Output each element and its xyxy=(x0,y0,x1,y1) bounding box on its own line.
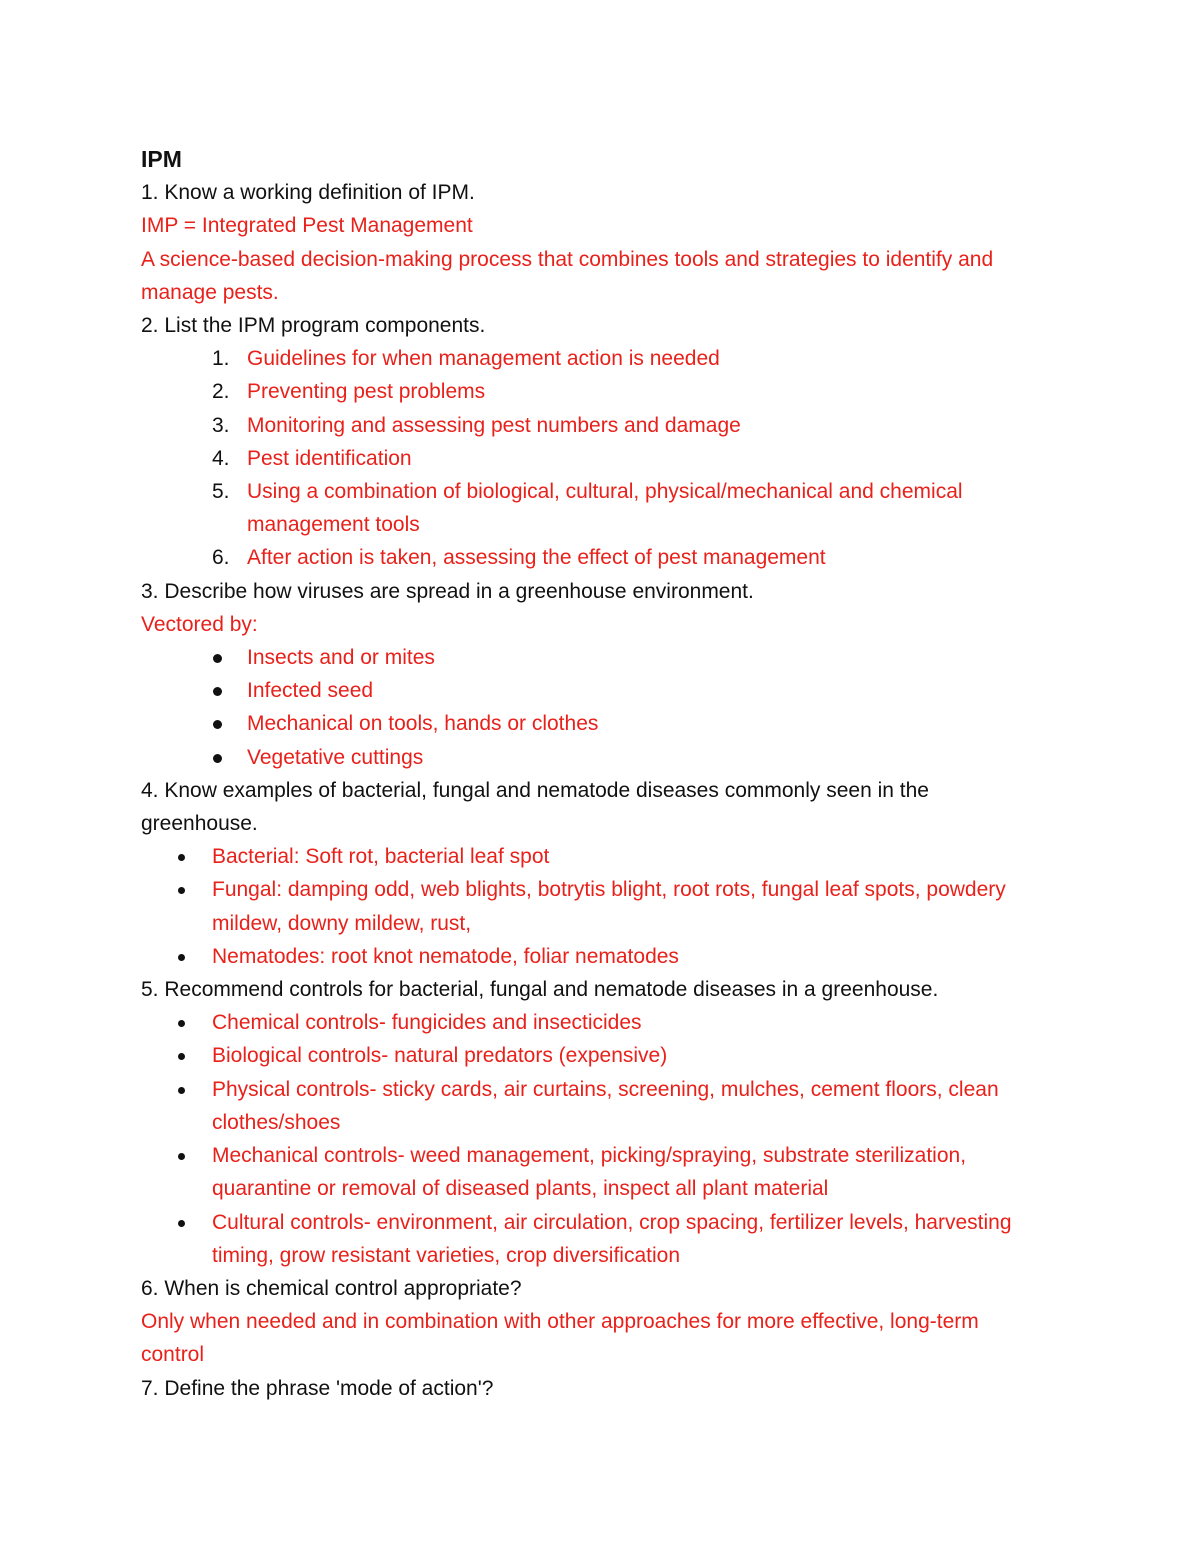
list-item-text-cont: clothes/shoes xyxy=(212,1110,341,1134)
list-item-text-cont: quarantine or removal of diseased plants, inspect all plant material xyxy=(212,1177,829,1201)
answer-1-definition: A science-based decision-making process that combines tools and strategies to identify and xyxy=(141,247,994,271)
list-item-text-cont: mildew, downy mildew, rust, xyxy=(212,911,472,935)
list-number: 3. xyxy=(212,413,230,437)
list-item xyxy=(141,1073,1061,1106)
list-item xyxy=(141,541,1061,574)
bullet-icon xyxy=(178,1220,185,1227)
list-item-text: Pest identification xyxy=(247,446,412,470)
list-item-text: Chemical controls- fungicides and insecticides xyxy=(212,1011,642,1035)
document-title: IPM xyxy=(141,146,182,172)
bullet-icon xyxy=(178,854,185,861)
bullet-icon xyxy=(178,1087,185,1094)
list-item xyxy=(141,840,1061,873)
list-item-text-cont: timing, grow resistant varieties, crop diversification xyxy=(212,1243,681,1267)
list-number: 6. xyxy=(212,546,230,570)
question-7: 7. Define the phrase 'mode of action'? xyxy=(141,1376,494,1400)
list-item-text: Mechanical controls- weed management, picking/spraying, substrate sterilization, xyxy=(212,1144,967,1168)
document-body xyxy=(141,143,1061,1405)
list-item-text: Insects and or mites xyxy=(247,646,435,670)
answer-1-definition-cont: manage pests. xyxy=(141,280,279,304)
bullet-icon xyxy=(178,887,185,894)
vectors-list xyxy=(141,641,1061,774)
bullet-icon xyxy=(213,687,222,696)
answer-1-acronym: IMP = Integrated Pest Management xyxy=(141,214,473,238)
list-item xyxy=(141,342,1061,375)
list-item-text: Bacterial: Soft rot, bacterial leaf spot xyxy=(212,845,550,869)
list-item xyxy=(141,475,1061,508)
question-1: 1. Know a working definition of IPM. xyxy=(141,181,475,205)
bullet-icon xyxy=(178,1153,185,1160)
question-5: 5. Recommend controls for bacterial, fungal and nematode diseases in a greenhouse. xyxy=(141,978,939,1002)
list-item xyxy=(141,1139,1061,1172)
list-item-text: Cultural controls- environment, air circulation, crop spacing, fertilizer levels, harvesting xyxy=(212,1210,1012,1234)
list-item xyxy=(141,375,1061,408)
list-item xyxy=(141,940,1061,973)
list-item-text: Fungal: damping odd, web blights, botrytis blight, root rots, fungal leaf spots, powdery xyxy=(212,878,1006,902)
answer-6-cont: control xyxy=(141,1343,205,1367)
list-item xyxy=(141,409,1061,442)
question-3: 3. Describe how viruses are spread in a greenhouse environment. xyxy=(141,579,754,603)
list-item-text: Nematodes: root knot nematode, foliar nematodes xyxy=(212,944,679,968)
question-4: 4. Know examples of bacterial, fungal and nematode diseases commonly seen in the xyxy=(141,778,929,802)
list-item-text: Mechanical on tools, hands or clothes xyxy=(247,712,599,736)
list-item xyxy=(141,1006,1061,1039)
bullet-icon xyxy=(213,654,222,663)
components-list xyxy=(141,342,1061,574)
list-item-text: Infected seed xyxy=(247,679,374,703)
list-number: 4. xyxy=(212,446,230,470)
answer-6: Only when needed and in combination with other approaches for more effective, long-term xyxy=(141,1310,979,1334)
diseases-list xyxy=(141,840,1061,973)
list-item-text: After action is taken, assessing the effect of pest management xyxy=(247,546,826,570)
list-item-text: Physical controls- sticky cards, air curtains, screening, mulches, cement floors, clean xyxy=(212,1077,999,1101)
list-item-text: Using a combination of biological, cultural, physical/mechanical and chemical xyxy=(247,480,963,504)
question-4-cont: greenhouse. xyxy=(141,812,258,836)
list-item-text: Vegetative cuttings xyxy=(247,745,424,769)
question-6: 6. When is chemical control appropriate? xyxy=(141,1276,522,1300)
question-2: 2. List the IPM program components. xyxy=(141,314,486,338)
bullet-icon xyxy=(178,1053,185,1060)
bullet-icon xyxy=(213,720,222,729)
list-number: 5. xyxy=(212,480,230,504)
list-item xyxy=(141,873,1061,906)
list-number: 1. xyxy=(212,347,230,371)
list-item xyxy=(141,1039,1061,1072)
list-item-text-cont: management tools xyxy=(247,513,420,537)
list-item xyxy=(141,641,1061,674)
list-item xyxy=(141,442,1061,475)
list-number: 2. xyxy=(212,380,230,404)
list-item xyxy=(141,707,1061,740)
list-item-text: Guidelines for when management action is needed xyxy=(247,347,720,371)
list-item-text: Monitoring and assessing pest numbers and damage xyxy=(247,413,741,437)
list-item xyxy=(141,1206,1061,1239)
controls-list xyxy=(141,1006,1061,1272)
list-item-text: Biological controls- natural predators (expensive) xyxy=(212,1044,668,1068)
bullet-icon xyxy=(213,754,222,763)
answer-3-intro: Vectored by: xyxy=(141,612,258,636)
bullet-icon xyxy=(178,1020,185,1027)
list-item-text: Preventing pest problems xyxy=(247,380,486,404)
list-item xyxy=(141,674,1061,707)
bullet-icon xyxy=(178,954,185,961)
list-item xyxy=(141,741,1061,774)
